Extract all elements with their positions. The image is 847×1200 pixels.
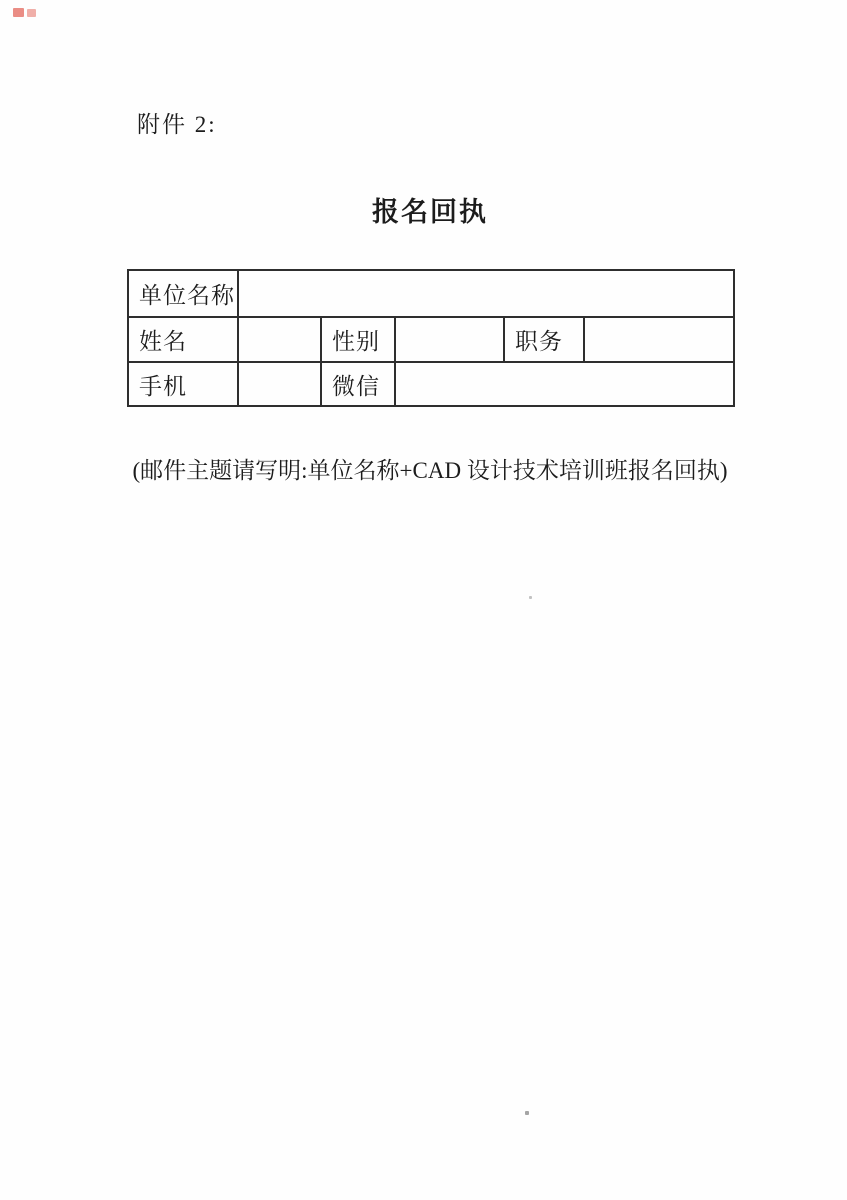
page-title: 报名回执 xyxy=(372,197,488,227)
table-row xyxy=(128,362,734,406)
label-cell-unit-name: 单位名称 xyxy=(128,270,238,317)
scan-speck-dot xyxy=(529,596,532,599)
registration-form-table xyxy=(127,269,735,407)
value-cell-unit-name xyxy=(238,270,734,317)
value-cell-mobile xyxy=(238,362,321,406)
red-stamp-mark xyxy=(13,8,24,17)
email-subject-note: (邮件主题请写明:单位名称+CAD 设计技术培训班报名回执) xyxy=(132,458,728,483)
label-cell-mobile: 手机 xyxy=(128,362,238,406)
table-row xyxy=(128,270,734,317)
label-cell-gender: 性别 xyxy=(321,317,395,362)
label-cell-name: 姓名 xyxy=(128,317,238,362)
scan-speck-dot xyxy=(525,1111,529,1115)
attachment-label: 附件 2: xyxy=(137,112,217,137)
value-cell-gender xyxy=(395,317,504,362)
value-cell-position xyxy=(584,317,734,362)
value-cell-name xyxy=(238,317,321,362)
label-cell-position: 职务 xyxy=(504,317,584,362)
label-cell-wechat: 微信 xyxy=(321,362,395,406)
value-cell-wechat xyxy=(395,362,734,406)
table-row xyxy=(128,317,734,362)
red-stamp-mark xyxy=(27,9,36,17)
